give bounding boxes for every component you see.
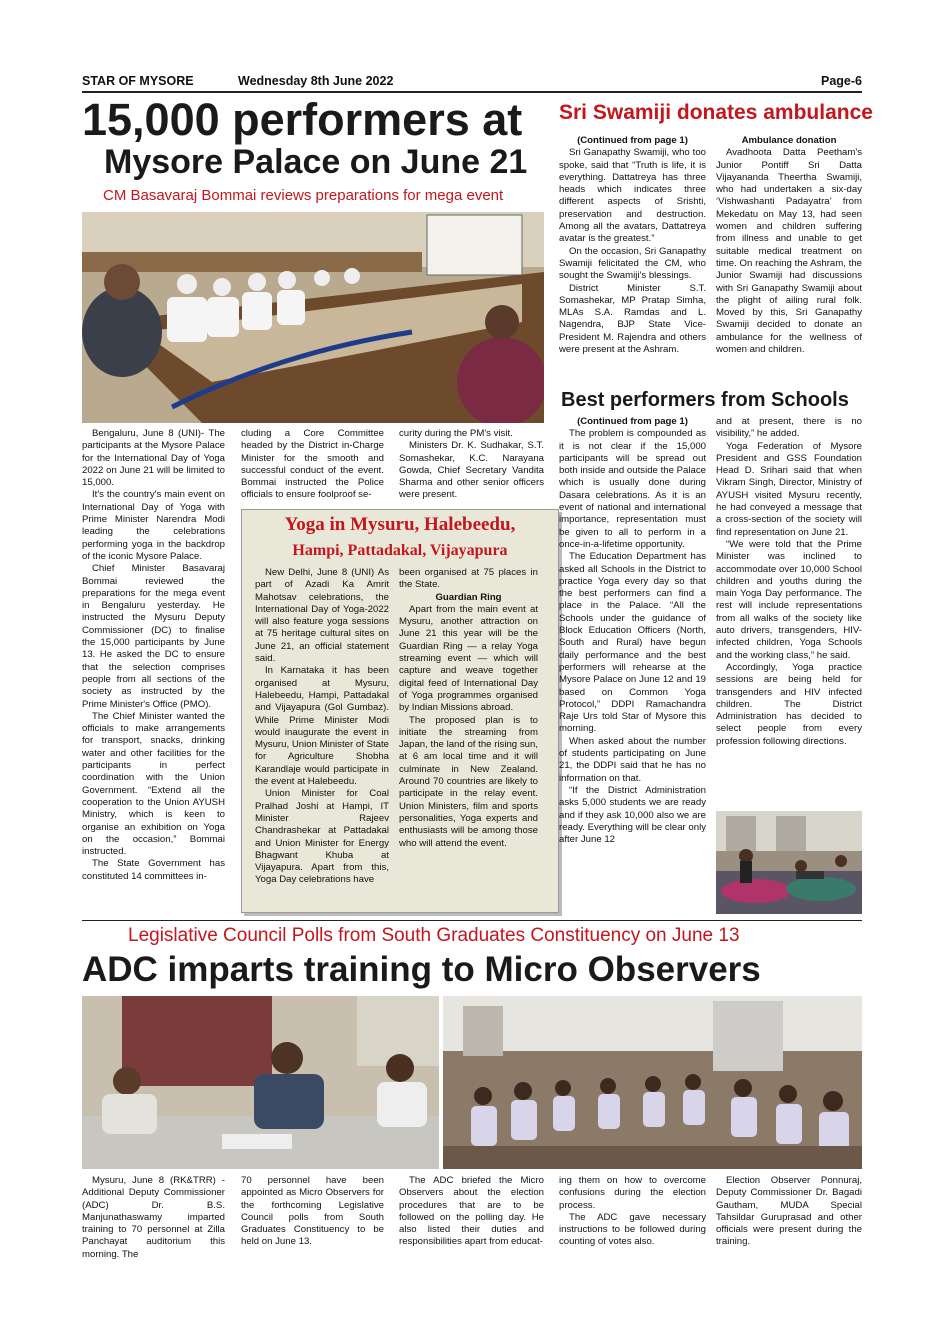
- paper-name: STAR OF MYSORE: [82, 74, 194, 88]
- paragraph: The Chief Minister wanted the officials to make arrangements for transport, snacks, drinking water and other facilities for the participants in perfect coordination with the Union Government. “Extend all the cooperation to the Union AYUSH Ministry, which is keen to organise an exhibition on Yoga on the occasion,” Bommai instructed.: [82, 710, 225, 858]
- paragraph: New Delhi, June 8 (UNI) As part of Azadi Ka Amrit Mahotsav celebrations, the International Day of Yoga-2022 will also feature yoga sessions at 75 heritage cultural sites on June 21, an official statement said.: [255, 567, 389, 665]
- adc-col5: [716, 1175, 862, 1249]
- paragraph: Bengaluru, June 8 (UNI)- The participants at the Mysore Palace for the International Day of Yoga 2022 on June 21 will be limited to 15,000.: [82, 428, 225, 489]
- paragraph: When asked about the number of students participating on June 21, the DDPI said that he has no information on that.: [559, 735, 706, 784]
- paragraph: It's the country's main event on International Day of Yoga with Prime Minister Narendra Modi leading the celebrations performing yoga in the backdrop of the iconic Mysore Palace.: [82, 489, 225, 562]
- issue-date: Wednesday 8th June 2022: [238, 74, 394, 88]
- masthead: [82, 72, 862, 90]
- paragraph: ing them on how to overcome confusions during the election process.: [559, 1175, 706, 1211]
- continued-note: (Continued from page 1): [577, 416, 688, 427]
- schools-col1: [559, 416, 706, 846]
- paragraph: On the occasion, Sri Ganapathy Swamiji felicitated the CM, who sought the Swamiji's blessings.: [559, 245, 706, 282]
- adc-col1: [82, 1175, 225, 1261]
- swamiji-col1: [559, 135, 706, 356]
- paragraph: The problem is compounded as it is not clear if the 15,000 participants will be spread out both inside and outside the Palace which is usually done during Dasara celebrations. As it is an event of national and international importance, representation must be given to all to perform in a once-in-a-lifetime opportunity.: [559, 428, 706, 550]
- paragraph: The ADC briefed the Micro Observers about the election procedures that are to be followed on the polling day. He also listed their duties and responsibilities apart from educat-: [399, 1175, 544, 1248]
- paragraph: cluding a Core Committee headed by the District in-Charge Minister for the smooth and successful conduct of the event. Bommai instructed the Police officials to ensure foolproof se-: [241, 428, 384, 501]
- story1-col1: [82, 428, 225, 883]
- adc-col4: [559, 1175, 706, 1249]
- main-headline-line2: Mysore Palace on June 21: [104, 143, 528, 181]
- paragraph: Chief Minister Basavaraj Bommai reviewed the preparations for the mega event in Bengaluru yesterday. He instructed the Mysuru Deputy Commissioner (DC) to finalise the 15,000 participants by June 13. He asked the DC to ensure that the selection comprises people from all sections of the society as instructed by the Prime Minister's Office (PMO).: [82, 563, 225, 710]
- paragraph: been organised at 75 places in the State.: [399, 567, 538, 591]
- meeting-photo: [82, 212, 544, 423]
- schools-col2: [716, 416, 862, 748]
- subheading: Ambulance donation: [741, 135, 837, 146]
- paragraph: Avadhoota Datta Peetham's Junior Pontiff Sri Datta Vijayananda Theertha Swamiji, who had undertaken a six-day ‘Vishwashanti Padayatra’ from Mekedatu on May 13, had seen women and children suffering from illness and unable to get suitable medical treatment on time. On reaching the Ashram, the Junior Swamiji had discussions with Sri Ganapathy Swamiji about the plight of ailing rural folk. Moved by this, Sri Ganapathy Swamiji decided to donate an ambulance for the wellness of women and children.: [716, 147, 862, 356]
- paragraph: In Karnataka it has been organised at Mysuru, Halebeedu, Hampi, Pattadakal and Vijayapura (Gol Gumbaz). While Prime Minister Modi would inaugurate the event in Mysuru, Union Minister of State for Agriculture Shobha Karandlaje would participate in the event at Halebeedu.: [255, 665, 389, 788]
- adc-kicker: Legislative Council Polls from South Graduates Constituency on June 13: [128, 925, 740, 946]
- paragraph: Apart from the main event at Mysuru, another attraction on June 21 this year will be the Guardian Ring — a relay Yoga streaming event — which will capture and weave together digital feed of International Day of Yoga programmes organised by Indian Missions abroad.: [399, 603, 538, 714]
- main-kicker: CM Basavaraj Bommai reviews preparations for mega event: [103, 187, 504, 204]
- page-number: Page-6: [821, 74, 862, 88]
- yoga-sidebar-box: [241, 509, 559, 913]
- adc-audience-photo: [443, 996, 862, 1169]
- story1-col3: [399, 428, 544, 502]
- yoga-practice-photo: [716, 811, 862, 914]
- paragraph: The proposed plan is to initiate the streaming from Japan, the land of the rising sun, at 6 am local time and it will culminate in New Zealand. Around 70 countries are likely to participate in the relay event. Union Ministers, film and sports personalities, Yoga experts and enthusiasts will be among those who will attend the event.: [399, 714, 538, 849]
- swamiji-headline: Sri Swamiji donates ambulance: [559, 101, 873, 124]
- paragraph: “If the District Administration asks 5,000 students we are ready and if they ask 10,000 also we are ready. Everything will be clear only after June 12: [559, 784, 706, 846]
- paragraph: “We were told that the Prime Minister was inclined to accommodate over 10,000 School children and youths during the main Yoga Day performance. The rest will include representations from all walks of the society like auto drivers, transgenders, HIV-infected children, Yoga Schools and the working class,” he said.: [716, 538, 862, 661]
- paragraph: Election Observer Ponnuraj, Deputy Commissioner Dr. Bagadi Gautham, MUDA Special Tahsildar Guruprasad and other officials were present during the training.: [716, 1175, 862, 1248]
- yoga-box-title1: Yoga in Mysuru, Halebeedu,: [284, 514, 516, 535]
- story1-col2: [241, 428, 384, 502]
- yoga-box-col2: [399, 567, 538, 850]
- schools-headline: Best performers from Schools: [561, 389, 849, 411]
- paragraph: The State Government has constituted 14 committees in-: [82, 858, 225, 882]
- continued-note: (Continued from page 1): [577, 135, 688, 146]
- subheading: Guardian Ring: [435, 591, 502, 603]
- paragraph: District Minister S.T. Somashekar, MP Pratap Simha, MLAs S.A. Ramdas and L. Nagendra, BJP State Vice-President M. Rajendra and others were present at the Ashram.: [559, 282, 706, 356]
- section-rule: [82, 920, 862, 921]
- adc-stage-photo: [82, 996, 439, 1169]
- paragraph: The ADC gave necessary instructions to be followed during counting of votes also.: [559, 1211, 706, 1248]
- yoga-box-title2: Hampi, Pattadakal, Vijayapura: [292, 542, 508, 559]
- paragraph: and at present, there is no visibility,” he added.: [716, 416, 862, 440]
- paragraph: Union Minister for Coal Pralhad Joshi at Hampi, IT Minister Rajeev Chandrashekar at Pattadakal and Union Minister for Energy Bhagwant Khuba at Vijayapura. Apart from this, Yoga Day celebrations have: [255, 788, 389, 886]
- adc-col2: [241, 1175, 384, 1249]
- swamiji-col2: [716, 135, 862, 356]
- adc-headline: ADC imparts training to Micro Observers: [82, 950, 761, 989]
- paragraph: Accordingly, Yoga practice sessions are being held for transgenders and HIV infected children. The District Administration has decided to select people from every profession following directions.: [716, 661, 862, 747]
- paragraph: 70 personnel have been appointed as Micro Observers for the forthcoming Legislative Council polls from South Graduates Constituency to be held on June 13.: [241, 1175, 384, 1248]
- masthead-rule: [82, 91, 862, 93]
- paragraph: Ministers Dr. K. Sudhakar, S.T. Somashekar, K.C. Narayana Gowda, Chief Secretary Vandita Sharma and other senior officers were present.: [399, 440, 544, 501]
- paragraph: Sri Ganapathy Swamiji, who too spoke, said that “Truth is life, it is everything. Dattatreya has three heads which indicates three different aspects of Srishti, preservation and destruction. Among all the avatars, Dattatreya avatar is the greatest.”: [559, 147, 706, 245]
- paragraph: The Education Department has asked all Schools in the District to practice Yoga every day so that the best performers can find a place in the Palace. “All the Schools under the guidance of Block Education Officers (North, South and Rural) have begun daily performance and the best performers will rehearse at the Mysore Palace on June 12 and 19 based on Common Yoga Protocol,” DDPI Ramachandra Raje Urs told Star of Mysore this morning.: [559, 551, 706, 735]
- paragraph: Yoga Federation of Mysore President and GSS Foundation Head D. Srihari said that when Vikram Singh, Director, Ministry of AYUSH visited Mysuru recently, he had conveyed a message that a cross-section of the society will find representation on June 21.: [716, 440, 862, 538]
- adc-col3: [399, 1175, 544, 1249]
- paragraph: curity during the PM's visit.: [399, 428, 513, 439]
- main-headline-line1: 15,000 performers at: [82, 94, 523, 145]
- paragraph: Mysuru, June 8 (RK&TRR) - Additional Deputy Commissioner (ADC) Dr. B.S. Manjunathaswamy imparted training to 70 personnel at Zilla Panchayat auditorium this morning. The: [82, 1175, 225, 1260]
- yoga-box-col1: [255, 567, 389, 887]
